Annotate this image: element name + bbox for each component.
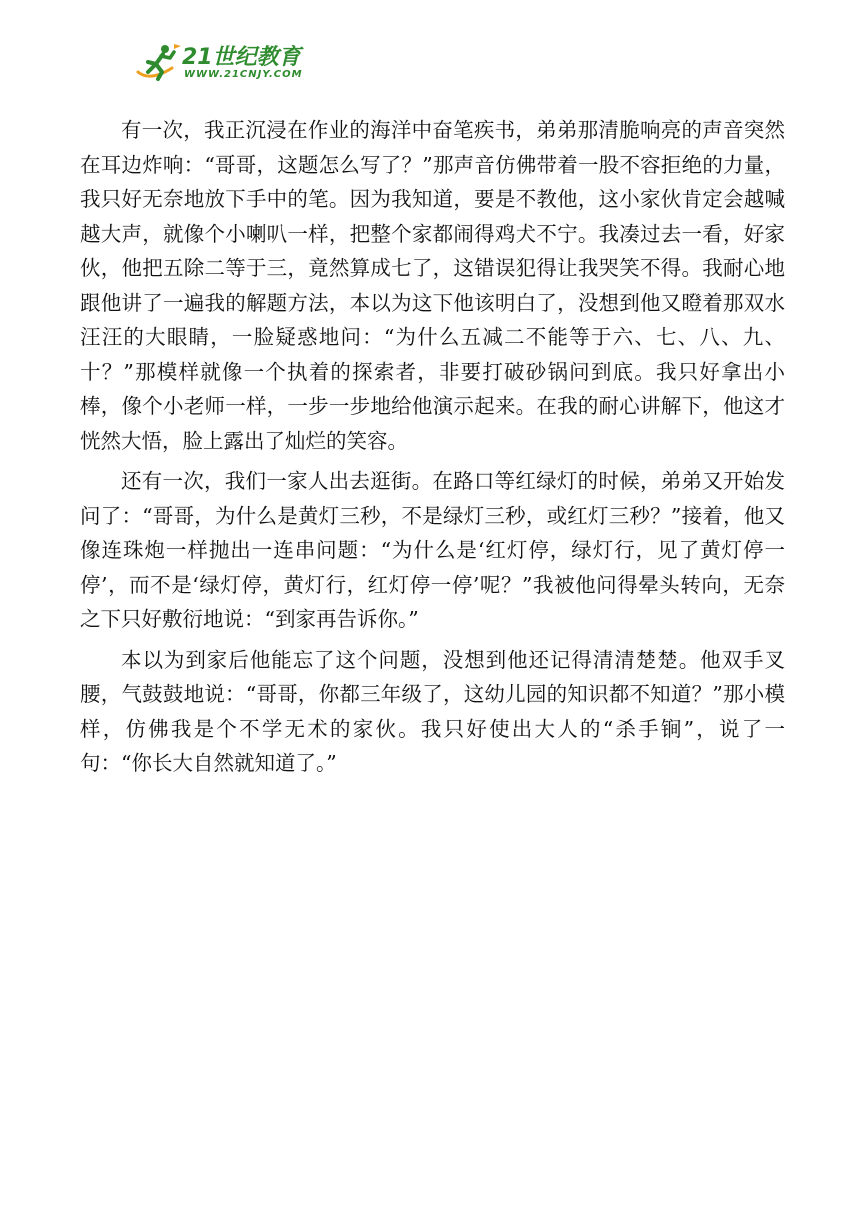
article-body	[80, 113, 785, 781]
paragraph-1: 有一次，我正沉浸在作业的海洋中奋笔疾书，弟弟那清脆响亮的声音突然在耳边炸响：“哥哥，这题怎么写了？”那声音仿佛带着一股不容拒绝的力量，我只好无奈地放下手中的笔。因为我知道，要是不教他，这小家伙肯定会越喊越大声，就像个小喇叭一样，把整个家都闹得鸡犬不宁。我凑过去一看，好家伙，他把五除二等于三，竟然算成七了，这错误犯得让我哭笑不得。我耐心地跟他讲了一遍我的解题方法，本以为这下他该明白了，没想到他又瞪着那双水汪汪的大眼睛，一脸疑惑地问：“为什么五减二不能等于六、七、八、九、十？”那模样就像一个执着的探索者，非要打破砂锅问到底。我只好拿出小棒，像个小老师一样，一步一步地给他演示起来。在我的耐心讲解下，他这才恍然大悟，脸上露出了灿烂的笑容。	[80, 118, 785, 453]
page-header	[136, 40, 316, 84]
paragraph-2: 还有一次，我们一家人出去逛街。在路口等红绿灯的时候，弟弟又开始发问了：“哥哥，为什么是黄灯三秒，不是绿灯三秒，或红灯三秒？”接着，他又像连珠炮一样抛出一连串问题：“为什么是‘红灯停，绿灯行，见了黄灯停一停’，而不是‘绿灯停，黄灯行，红灯停一停’呢？”我被他问得晕头转向，无奈之下只好敷衍地说：“到家再告诉你。”	[80, 469, 785, 631]
logo-url: WWW.21CNJY.COM	[184, 69, 303, 80]
running-figure-logo-icon	[136, 42, 182, 82]
paragraph-3: 本以为到家后他能忘了这个问题，没想到他还记得清清楚楚。他双手叉腰，气鼓鼓地说：“哥哥，你都三年级了，这幼儿园的知识都不知道？”那小模样，仿佛我是个不学无术的家伙。我只好使出大人的“杀手锏”，说了一句：“你长大自然就知道了。”	[80, 647, 785, 775]
logo-title: 21世纪教育	[182, 45, 301, 70]
